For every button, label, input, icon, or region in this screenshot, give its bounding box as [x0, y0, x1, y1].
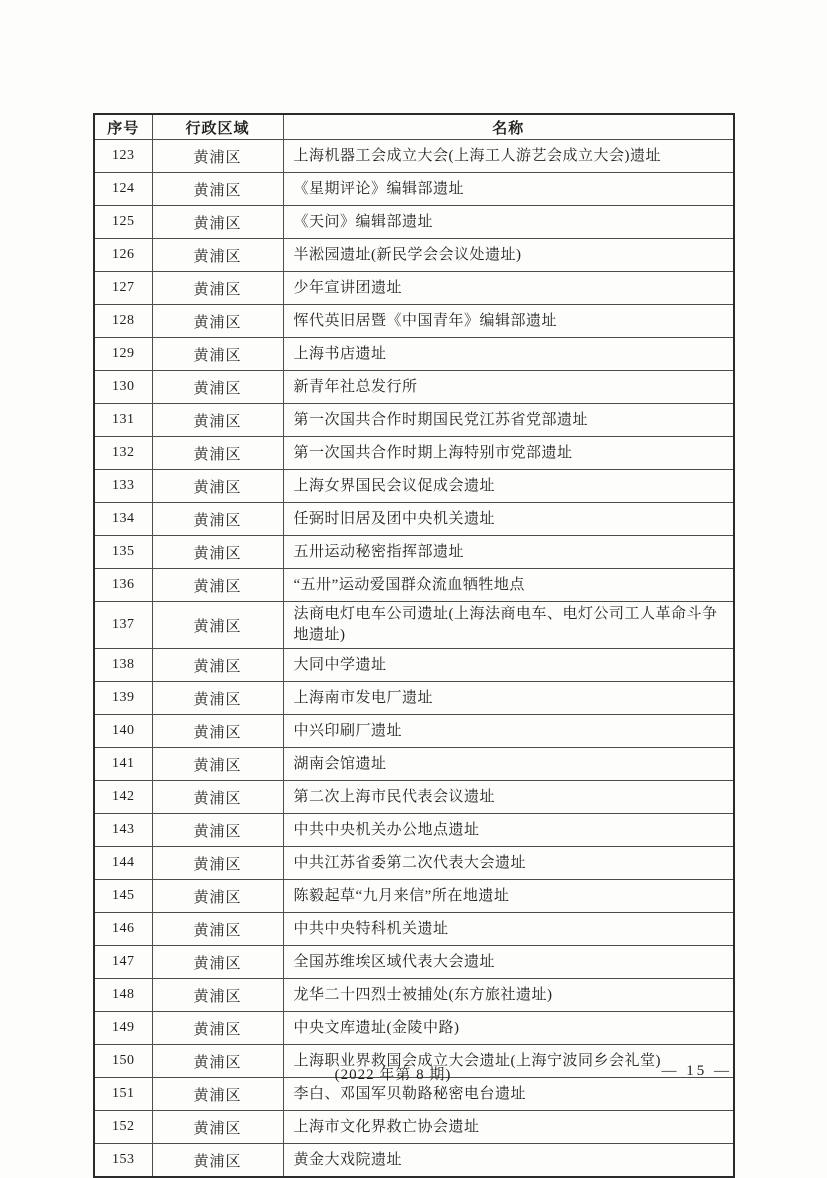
cell-name: 湖南会馆遗址 [283, 748, 734, 781]
cell-no: 149 [94, 1012, 152, 1045]
cell-no: 143 [94, 814, 152, 847]
cell-district: 黄浦区 [152, 1111, 283, 1144]
table-row [94, 649, 734, 682]
cell-no: 137 [94, 602, 152, 649]
table-row [94, 140, 734, 173]
table-row [94, 536, 734, 569]
cell-name: 上海机器工会成立大会(上海工人游艺会成立大会)遗址 [283, 140, 734, 173]
cell-name: 上海职业界救国会成立大会遗址(上海宁波同乡会礼堂) [283, 1045, 734, 1078]
table-row [94, 305, 734, 338]
cell-district: 黄浦区 [152, 847, 283, 880]
cell-district: 黄浦区 [152, 1144, 283, 1178]
cell-name: 中共江苏省委第二次代表大会遗址 [283, 847, 734, 880]
cell-name: 恽代英旧居暨《中国青年》编辑部遗址 [283, 305, 734, 338]
cell-district: 黄浦区 [152, 206, 283, 239]
cell-no: 136 [94, 569, 152, 602]
cell-district: 黄浦区 [152, 536, 283, 569]
cell-district: 黄浦区 [152, 682, 283, 715]
cell-name: 中共中央机关办公地点遗址 [283, 814, 734, 847]
cell-name: 第一次国共合作时期上海特别市党部遗址 [283, 437, 734, 470]
cell-name: 《天问》编辑部遗址 [283, 206, 734, 239]
column-header-no: 序号 [94, 114, 152, 140]
cell-district: 黄浦区 [152, 880, 283, 913]
cell-no: 132 [94, 437, 152, 470]
table-row [94, 946, 734, 979]
cell-no: 127 [94, 272, 152, 305]
cell-name: 陈毅起草“九月来信”所在地遗址 [283, 880, 734, 913]
cell-no: 123 [94, 140, 152, 173]
table-header-row [94, 114, 734, 140]
table-row [94, 503, 734, 536]
cell-name: 中共中央特科机关遗址 [283, 913, 734, 946]
table-row [94, 470, 734, 503]
cell-district: 黄浦区 [152, 305, 283, 338]
table-row [94, 682, 734, 715]
cell-name: 《星期评论》编辑部遗址 [283, 173, 734, 206]
cell-name: 五卅运动秘密指挥部遗址 [283, 536, 734, 569]
column-header-district: 行政区域 [152, 114, 283, 140]
table-row [94, 880, 734, 913]
table-row [94, 1111, 734, 1144]
cell-name: 黄金大戏院遗址 [283, 1144, 734, 1178]
table-row [94, 404, 734, 437]
cell-no: 125 [94, 206, 152, 239]
cell-district: 黄浦区 [152, 437, 283, 470]
cell-name: 上海书店遗址 [283, 338, 734, 371]
cell-name: 上海女界国民会议促成会遗址 [283, 470, 734, 503]
cell-district: 黄浦区 [152, 503, 283, 536]
cell-district: 黄浦区 [152, 913, 283, 946]
cell-district: 黄浦区 [152, 173, 283, 206]
cell-name: 上海市文化界救亡协会遗址 [283, 1111, 734, 1144]
table-row [94, 239, 734, 272]
sites-table [93, 113, 735, 1178]
table-row [94, 715, 734, 748]
cell-no: 129 [94, 338, 152, 371]
cell-name: 任弼时旧居及团中央机关遗址 [283, 503, 734, 536]
cell-district: 黄浦区 [152, 1012, 283, 1045]
cell-no: 128 [94, 305, 152, 338]
table-row [94, 1144, 734, 1178]
table-row [94, 847, 734, 880]
cell-no: 134 [94, 503, 152, 536]
cell-name: 第一次国共合作时期国民党江苏省党部遗址 [283, 404, 734, 437]
cell-name: 法商电灯电车公司遗址(上海法商电车、电灯公司工人革命斗争地遗址) [283, 602, 734, 649]
cell-name: “五卅”运动爱国群众流血牺牲地点 [283, 569, 734, 602]
cell-district: 黄浦区 [152, 1078, 283, 1111]
table-row [94, 173, 734, 206]
cell-no: 147 [94, 946, 152, 979]
cell-district: 黄浦区 [152, 781, 283, 814]
table-row [94, 913, 734, 946]
cell-district: 黄浦区 [152, 649, 283, 682]
cell-name: 少年宣讲团遗址 [283, 272, 734, 305]
table-row [94, 206, 734, 239]
cell-district: 黄浦区 [152, 239, 283, 272]
cell-district: 黄浦区 [152, 272, 283, 305]
cell-no: 146 [94, 913, 152, 946]
cell-no: 140 [94, 715, 152, 748]
table-row [94, 814, 734, 847]
footer-page-number: — 15 — [661, 1063, 732, 1079]
cell-name: 中央文库遗址(金陵中路) [283, 1012, 734, 1045]
cell-name: 中兴印刷厂遗址 [283, 715, 734, 748]
table-row [94, 272, 734, 305]
table-row [94, 1012, 734, 1045]
cell-name: 上海南市发电厂遗址 [283, 682, 734, 715]
cell-no: 141 [94, 748, 152, 781]
cell-district: 黄浦区 [152, 470, 283, 503]
cell-district: 黄浦区 [152, 1045, 283, 1078]
table-row [94, 371, 734, 404]
cell-no: 145 [94, 880, 152, 913]
cell-district: 黄浦区 [152, 814, 283, 847]
cell-district: 黄浦区 [152, 338, 283, 371]
cell-name: 新青年社总发行所 [283, 371, 734, 404]
cell-no: 153 [94, 1144, 152, 1178]
cell-name: 龙华二十四烈士被捕处(东方旅社遗址) [283, 979, 734, 1012]
cell-no: 135 [94, 536, 152, 569]
cell-name: 大同中学遗址 [283, 649, 734, 682]
cell-name: 第二次上海市民代表会议遗址 [283, 781, 734, 814]
table-row [94, 569, 734, 602]
table-row [94, 781, 734, 814]
cell-no: 139 [94, 682, 152, 715]
cell-district: 黄浦区 [152, 946, 283, 979]
table-body [94, 140, 734, 1178]
cell-no: 124 [94, 173, 152, 206]
cell-district: 黄浦区 [152, 748, 283, 781]
table-row [94, 748, 734, 781]
column-header-name: 名称 [283, 114, 734, 140]
cell-no: 126 [94, 239, 152, 272]
table-row [94, 437, 734, 470]
cell-no: 131 [94, 404, 152, 437]
cell-district: 黄浦区 [152, 140, 283, 173]
cell-no: 133 [94, 470, 152, 503]
table-row [94, 338, 734, 371]
cell-district: 黄浦区 [152, 569, 283, 602]
cell-district: 黄浦区 [152, 979, 283, 1012]
footer-issue-label: (2022 年第 8 期) [334, 1067, 452, 1083]
cell-no: 142 [94, 781, 152, 814]
cell-no: 152 [94, 1111, 152, 1144]
cell-no: 148 [94, 979, 152, 1012]
cell-no: 144 [94, 847, 152, 880]
cell-district: 黄浦区 [152, 602, 283, 649]
cell-no: 150 [94, 1045, 152, 1078]
cell-name: 半淞园遗址(新民学会会议处遗址) [283, 239, 734, 272]
cell-name: 李白、邓国军贝勒路秘密电台遗址 [283, 1078, 734, 1111]
cell-district: 黄浦区 [152, 715, 283, 748]
table-row [94, 979, 734, 1012]
cell-no: 138 [94, 649, 152, 682]
cell-name: 全国苏维埃区域代表大会遗址 [283, 946, 734, 979]
cell-district: 黄浦区 [152, 371, 283, 404]
table-row [94, 602, 734, 649]
cell-no: 130 [94, 371, 152, 404]
cell-district: 黄浦区 [152, 404, 283, 437]
cell-no: 151 [94, 1078, 152, 1111]
